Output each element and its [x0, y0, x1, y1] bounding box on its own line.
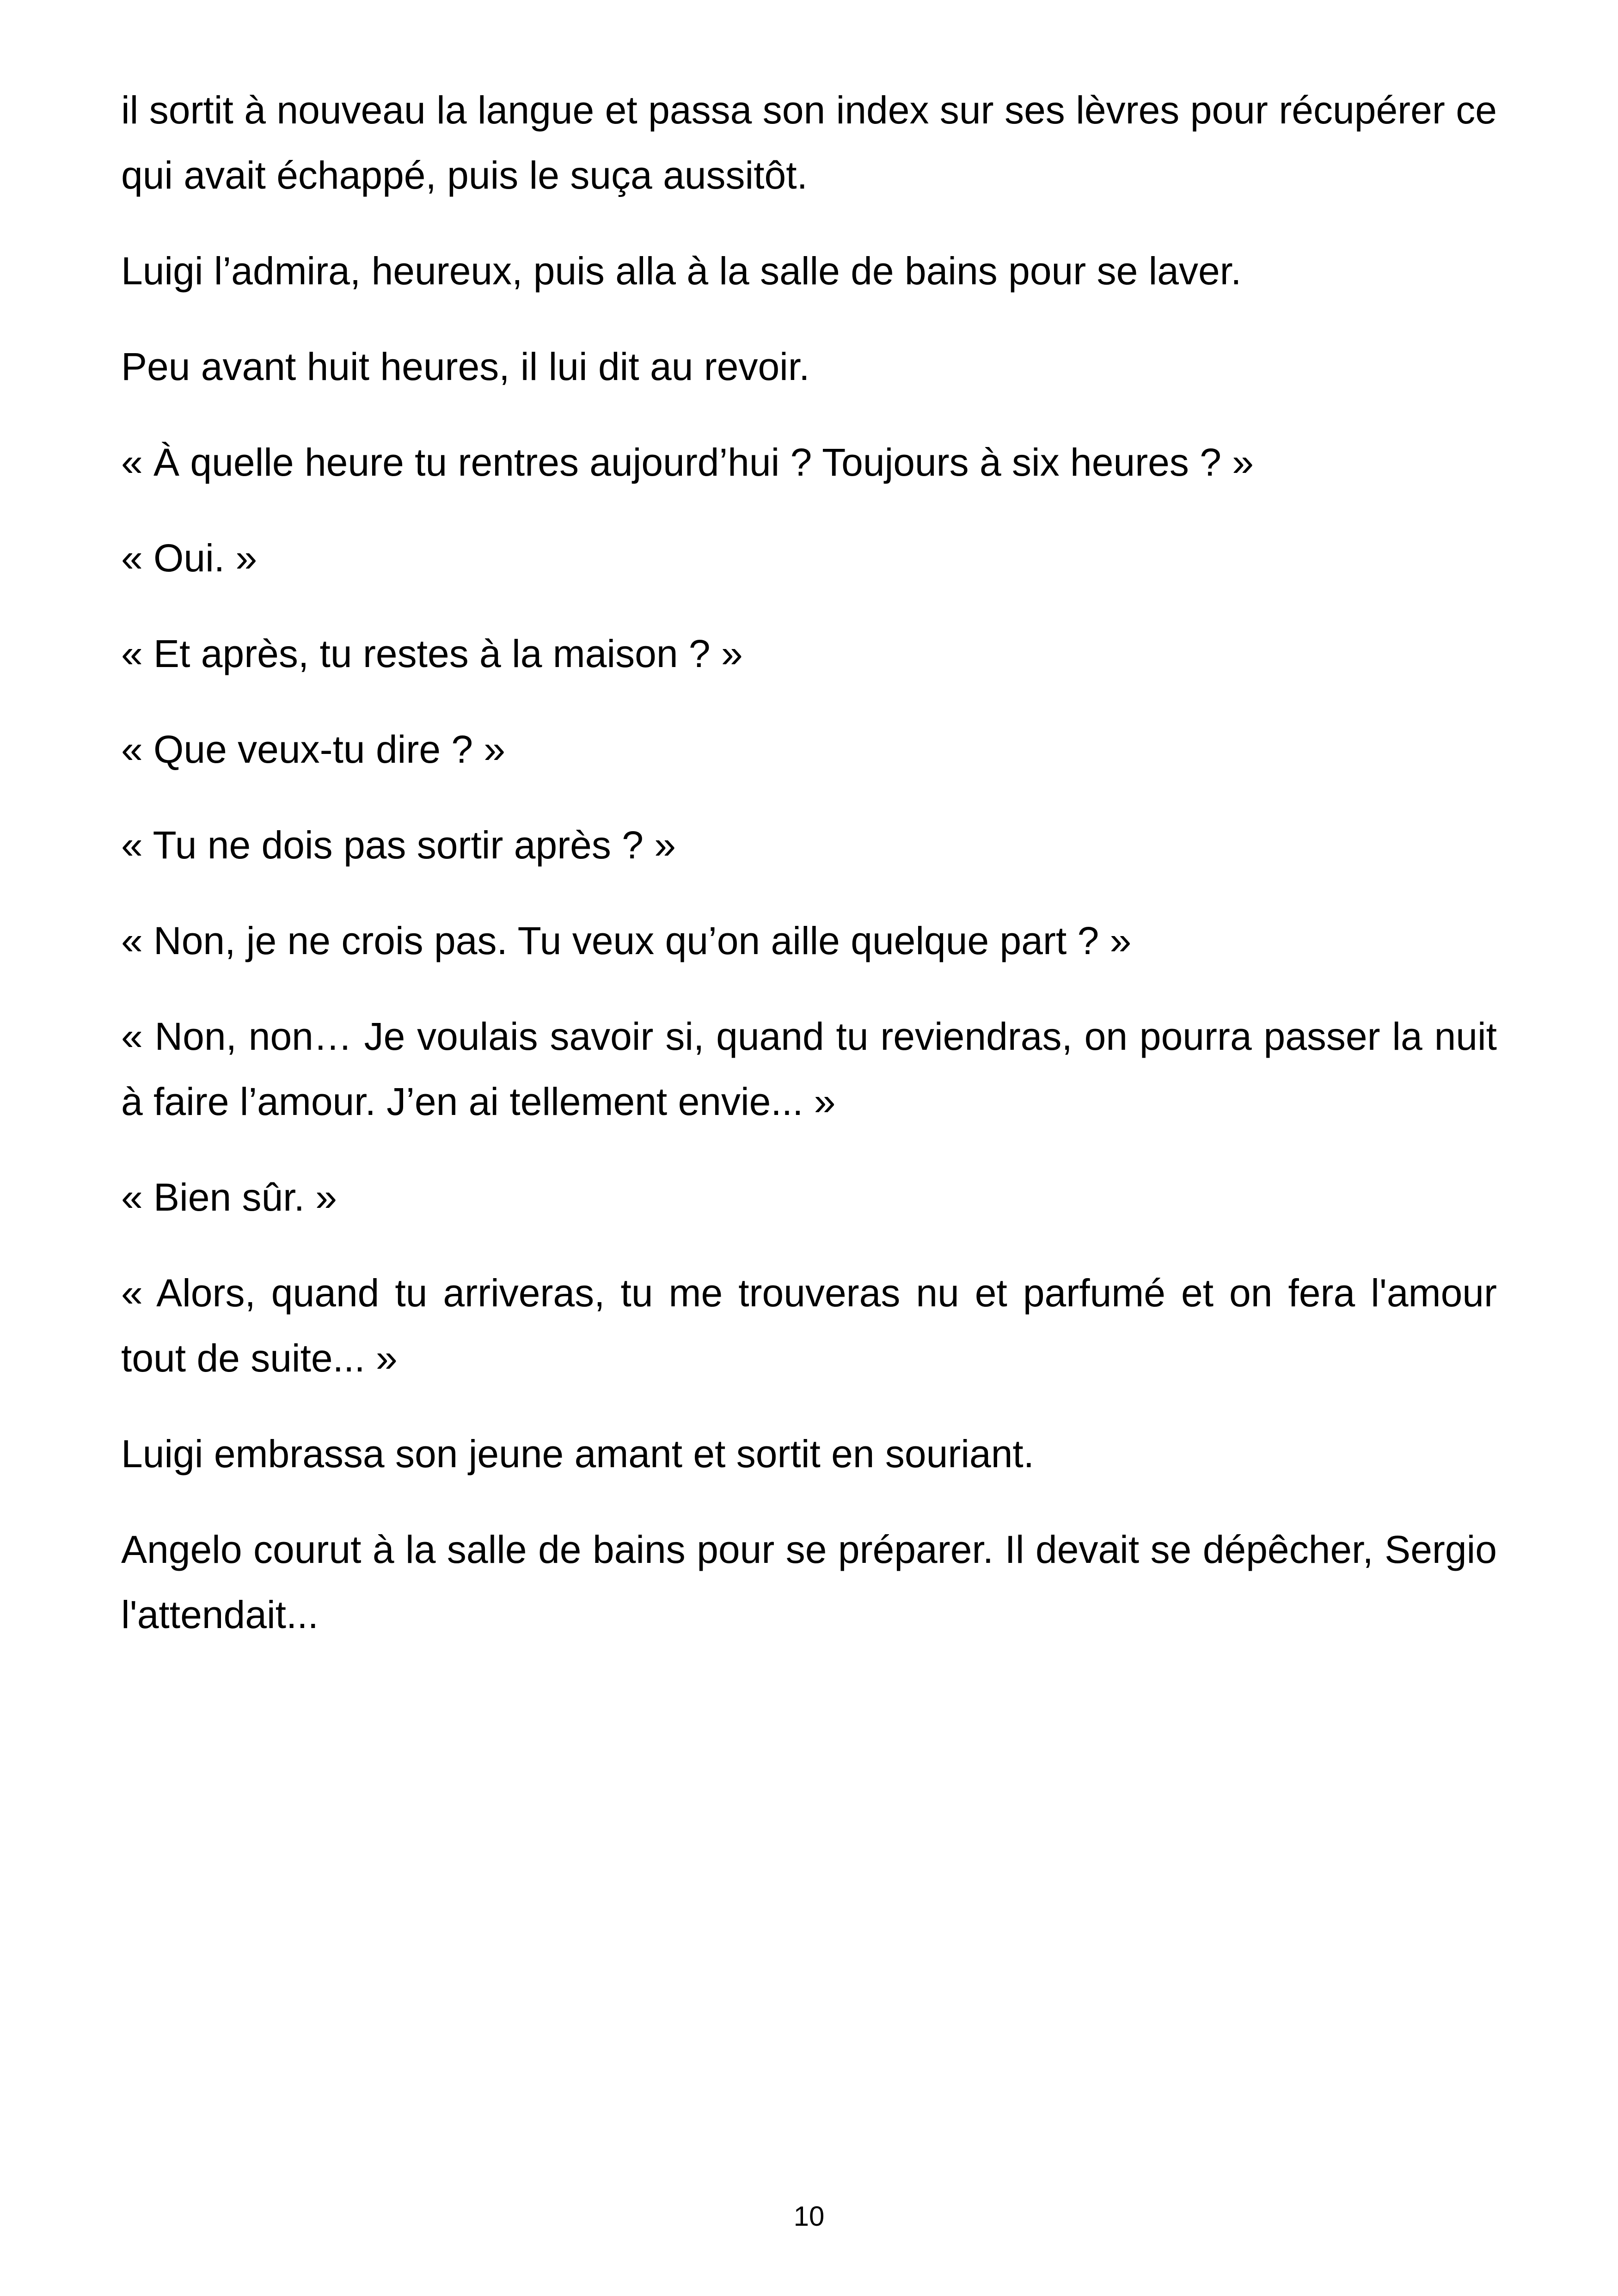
- paragraph: Luigi l’admira, heureux, puis alla à la salle de bains pour se laver.: [121, 249, 1242, 293]
- body-text: [121, 78, 1497, 1678]
- dialogue-line: « Tu ne dois pas sortir après ? »: [121, 823, 676, 867]
- page-number: 10: [793, 2201, 825, 2232]
- dialogue-line: « Non, je ne crois pas. Tu veux qu’on aille quelque part ? »: [121, 919, 1132, 962]
- paragraph: il sortit à nouveau la langue et passa son index sur ses lèvres pour récupérer ce qui avait échappé, puis le suça aussitôt.: [121, 88, 1497, 197]
- dialogue-line: « Que veux-tu dire ? »: [121, 728, 506, 771]
- paragraph: Luigi embrassa son jeune amant et sortit en souriant.: [121, 1432, 1035, 1476]
- paragraph: Peu avant huit heures, il lui dit au revoir.: [121, 345, 810, 388]
- dialogue-line: « Alors, quand tu arriveras, tu me trouveras nu et parfumé et on fera l'amour tout de suite... »: [121, 1271, 1497, 1380]
- paragraph: Angelo courut à la salle de bains pour se préparer. Il devait se dépêcher, Sergio l'attendait...: [121, 1528, 1497, 1636]
- dialogue-line: « Bien sûr. »: [121, 1176, 337, 1219]
- dialogue-line: « Oui. »: [121, 536, 257, 580]
- dialogue-line: « À quelle heure tu rentres aujourd’hui ? Toujours à six heures ? »: [121, 441, 1254, 484]
- dialogue-line: « Non, non… Je voulais savoir si, quand tu reviendras, on pourra passer la nuit à faire l’amour. J’en ai tellement envie... »: [121, 1015, 1497, 1123]
- dialogue-line: « Et après, tu restes à la maison ? »: [121, 632, 743, 675]
